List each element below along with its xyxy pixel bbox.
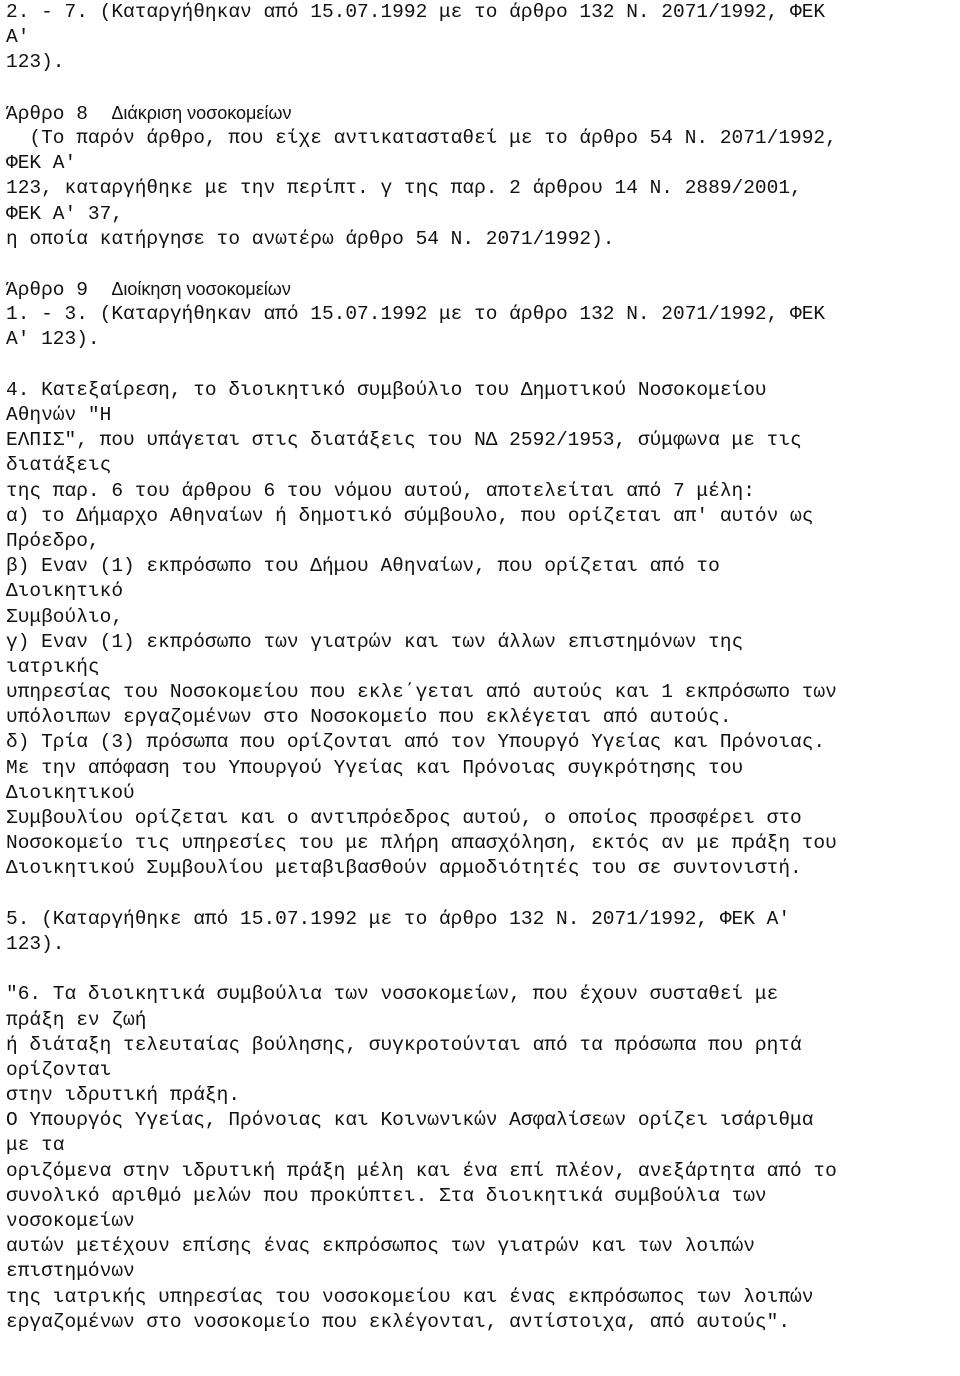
text-line: ορίζονται <box>6 1058 112 1081</box>
text-line: 4. Κατεξαίρεση, το διοικητικό συμβούλιο του Δημοτικού Νοσοκομείου <box>6 378 767 401</box>
text-line: υπηρεσίας του Νοσοκομείου που εκλε΄γεται από αυτούς και 1 εκπρόσωπο των <box>6 681 837 704</box>
text-line: Πρόεδρο, <box>6 529 100 552</box>
text-line: Αθηνών "Η <box>6 404 112 426</box>
document-body <box>6 0 956 1335</box>
text-line: 2. - 7. (Καταργήθηκαν από 15.07.1992 με το άρθρο 132 Ν. 2071/1992, ΦΕΚ <box>6 1 826 23</box>
text-line: Α' <box>6 26 30 49</box>
article-number: Άρθρο 9 <box>6 279 88 302</box>
text-line: Νοσοκομείο τις υπηρεσίες του με πλήρη απασχόληση, εκτός αν με πράξη του <box>6 832 837 855</box>
article-title: Διοίκηση νοσοκομείων <box>111 279 291 300</box>
text-line: β) Εναν (1) εκπρόσωπο του Δήμου Αθηναίων, που ορίζεται από το <box>6 555 720 578</box>
blank-line <box>6 252 956 277</box>
blank-line <box>6 882 956 907</box>
blank-line <box>6 957 956 982</box>
text-line: Α' 123). <box>6 328 100 351</box>
text-line: Διοικητικού Συμβουλίου μεταβιβασθούν αρμοδιότητές του σε συντονιστή. <box>6 857 802 880</box>
text-line: Με την απόφαση του Υπουργού Υγείας και Πρόνοιας συγκρότησης του <box>6 756 744 779</box>
text-line: συνολικό αριθμό μελών που προκύπτει. Στα διοικητικά συμβούλια των <box>6 1184 767 1207</box>
text-line: αυτών μετέχουν επίσης ένας εκπρόσωπος των γιατρών και των λοιπών <box>6 1235 755 1258</box>
text-line: (Το παρόν άρθρο, που είχε αντικατασταθεί με το άρθρο 54 Ν. 2071/1992, <box>6 126 837 149</box>
text-line: πράξη εν ζωή <box>6 1008 147 1031</box>
text-line: 1. - 3. (Καταργήθηκαν από 15.07.1992 με το άρθρο 132 Ν. 2071/1992, ΦΕΚ <box>6 303 826 326</box>
text-line: της ιατρικής υπηρεσίας του νοσοκομείου και ένας εκπρόσωπος των λοιπών <box>6 1285 814 1308</box>
text-line: η οποία κατήργησε το ανωτέρω άρθρο 54 Ν. 2071/1992). <box>6 227 615 250</box>
text-line: της παρ. 6 του άρθρου 6 του νόμου αυτού, αποτελείται από 7 μέλη: <box>6 479 755 502</box>
text-line: ή διάταξη τελευταίας βούλησης, συγκροτούνται από τα πρόσωπα που ρητά <box>6 1033 802 1056</box>
text-line: νοσοκομείων <box>6 1210 135 1232</box>
text-line: γ) Εναν (1) εκπρόσωπο των γιατρών και των άλλων επιστημόνων της <box>6 630 744 653</box>
text-line: επιστημόνων <box>6 1260 135 1283</box>
article-number: Άρθρο 8 <box>6 102 88 125</box>
text-line: Συμβουλίου ορίζεται και ο αντιπρόεδρος αυτού, ο οποίος προσφέρει στο <box>6 807 802 829</box>
text-line: εργαζομένων στο νοσοκομείο που εκλέγονται, αντίστοιχα, από αυτούς". <box>6 1310 791 1333</box>
text-line: Ο Υπουργός Υγείας, Πρόνοιας και Κοινωνικών Ασφαλίσεων ορίζει ισάριθμα <box>6 1109 814 1132</box>
text-line: 123, καταργήθηκε με την περίπτ. γ της παρ. 2 άρθρου 14 Ν. 2889/2001, <box>6 177 802 200</box>
text-line: υπόλοιπων εργαζομένων στο Νοσοκομείο που εκλέγεται από αυτούς. <box>6 706 732 729</box>
text-line: Διοικητικού <box>6 781 135 804</box>
blank-line <box>6 353 956 378</box>
text-line: Διοικητικό <box>6 580 124 603</box>
text-line: δ) Τρία (3) πρόσωπα που ορίζονται από τον Υπουργό Υγείας και Πρόνοιας. <box>6 731 826 754</box>
text-line: "6. Τα διοικητικά συμβούλια των νοσοκομείων, που έχουν συσταθεί με <box>6 983 779 1006</box>
text-line: διατάξεις <box>6 454 112 477</box>
text-line: 5. (Καταργήθηκε από 15.07.1992 με το άρθρο 132 Ν. 2071/1992, ΦΕΚ Α' <box>6 907 791 930</box>
article-heading <box>6 277 956 302</box>
text-line: Συμβούλιο, <box>6 605 124 628</box>
text-line: 123). <box>6 51 65 74</box>
text-line: ιατρικής <box>6 655 100 678</box>
text-line: στην ιδρυτική πράξη. <box>6 1084 241 1107</box>
article-title: Διάκριση νοσοκομείων <box>111 102 292 123</box>
text-line: οριζόμενα στην ιδρυτική πράξη μέλη και ένα επί πλέον, ανεξάρτητα από το <box>6 1159 837 1182</box>
text-line: με τα <box>6 1134 65 1157</box>
article-heading <box>6 101 956 126</box>
text-line: ΦΕΚ Α' 37, <box>6 202 124 225</box>
text-line: α) το Δήμαρχο Αθηναίων ή δημοτικό σύμβουλο, που ορίζεται απ' αυτόν ως <box>6 504 814 527</box>
blank-line <box>6 76 956 101</box>
text-line: ΦΕΚ Α' <box>6 152 77 175</box>
text-line: ΕΛΠΙΣ", που υπάγεται στις διατάξεις του ΝΔ 2592/1953, σύμφωνα με τις <box>6 429 802 452</box>
text-line: 123). <box>6 932 65 955</box>
